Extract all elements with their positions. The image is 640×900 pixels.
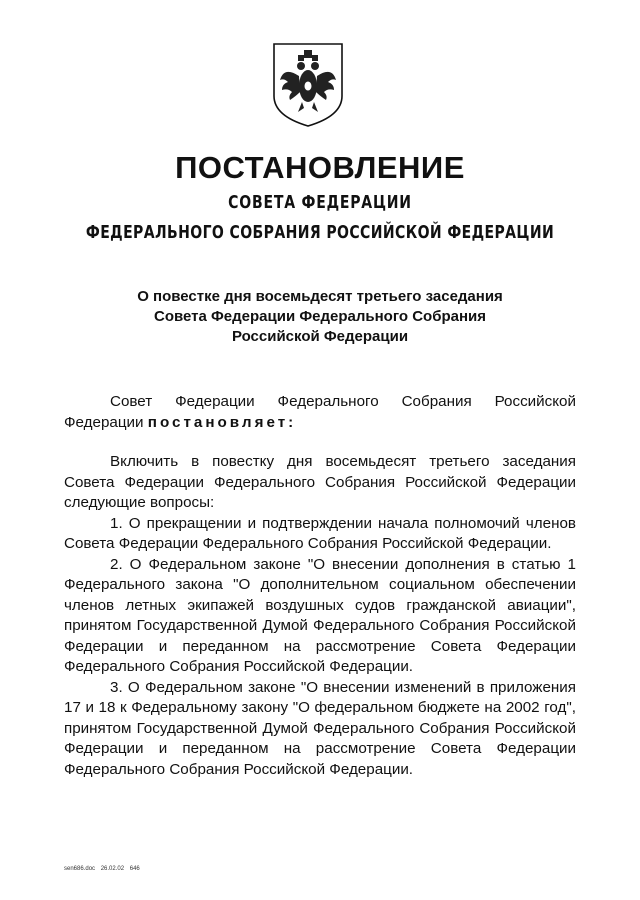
footer-date: 26.02.02 [100,866,125,872]
subject-line: Российской Федерации [231,328,409,345]
document-body [64,392,576,780]
intro-paragraph: Включить в повестку дня восемьдесят третьего заседания Совета Федерации Федерального Собрания Российской Федерации следующие вопросы: [64,453,576,511]
document-title: ПОСТАНОВЛЕНИЕ [175,150,465,185]
subject-line: О повестке дня восемьдесят третьего заседания [137,288,503,305]
document-subtitle-council: СОВЕТА ФЕДЕРАЦИИ [228,192,412,213]
coat-of-arms-icon [270,40,346,130]
agenda-item: 1. О прекращении и подтверждении начала полномочий членов Совета Федерации Федерального Собрания Российской Федерации. [64,514,576,552]
subject-line: Совета Федерации Федерального Собрания [153,308,487,325]
agenda-item: 3. О Федеральном законе "О внесении изменений в приложения 17 и 18 к Федеральному закону "О федеральном бюджете на 2002 год", принятом Государственной Думой Федерального Собрания Российской Федерации и переданном на рассмотрение Совета Федерации Федерального Собрания Российской Федерации. [64,678,576,778]
agenda-item: 2. О Федеральном законе "О внесении дополнения в статью 1 Федерального закона "О дополнительном социальном обеспечении членов летных экипажей воздушных судов гражданской авиации", принятом Государственной Думой Федерального Собрания Российской Федерации и переданном на рассмотрение Совета Федерации Федерального Собрания Российской Федерации. [64,555,576,675]
footer-filename: sen686.doc [64,866,96,872]
preamble-text: Совет Федерации Федерального Собрания Российской Федерации [64,393,576,431]
file-footer [64,866,140,872]
resolves-keyword: постановляет: [147,413,297,431]
document-subject [100,287,540,347]
preamble-paragraph [64,392,576,433]
document-subtitle-assembly: ФЕДЕРАЛЬНОГО СОБРАНИЯ РОССИЙСКОЙ ФЕДЕРАЦИИ [85,222,555,243]
footer-code: 646 [129,866,140,872]
